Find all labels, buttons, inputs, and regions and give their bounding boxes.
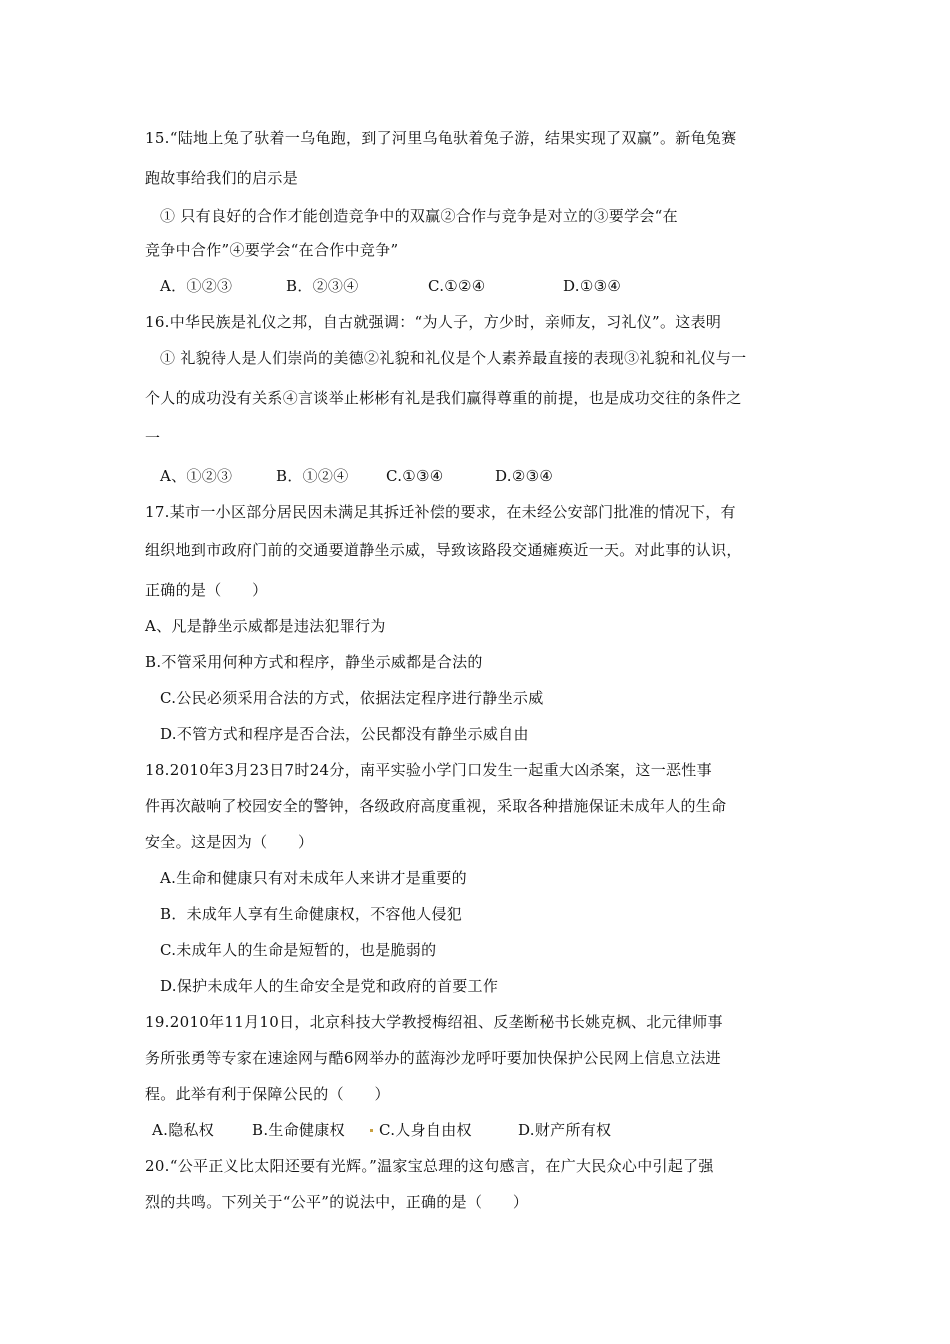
q19-option-c: C.人身自由权 <box>379 1121 472 1139</box>
q15-option-a: A．①②③ <box>160 277 233 295</box>
q15-option-c: C.①②④ <box>428 277 486 295</box>
q19-options <box>152 1120 611 1140</box>
q18-option-d: D.保护未成年人的生命安全是党和政府的首要工作 <box>160 977 499 995</box>
q15-stem-line2: 跑故事给我们的启示是 <box>145 169 299 187</box>
q15-option-d: D.①③④ <box>563 277 622 295</box>
q19-stem-line1: 19.2010年11月10日，北京科技大学教授梅绍祖、反垄断秘书长姚克枫、北元律师事 <box>145 1013 723 1031</box>
q19-option-b: B.生命健康权 <box>252 1121 345 1139</box>
q16-option-c: C.①③④ <box>386 467 444 485</box>
q16-options <box>160 466 553 486</box>
q18-option-c: C.未成年人的生命是短暂的，也是脆弱的 <box>160 941 437 959</box>
q16-statements-line3: 一 <box>145 429 161 447</box>
q18-stem-line1: 18.2010年3月23日7时24分，南平实验小学门口发生一起重大凶杀案，这一恶性事 <box>145 761 712 779</box>
q17-option-b: B.不管采用何种方式和程序，静坐示威都是合法的 <box>145 653 483 671</box>
q15-options <box>160 276 621 296</box>
q15-option-b: B．②③④ <box>286 277 359 295</box>
q17-stem-line2: 组织地到市政府门前的交通要道静坐示威，导致该路段交通瘫痪近一天。对此事的认识， <box>145 541 742 559</box>
stray-mark <box>370 1129 373 1132</box>
q16-option-a: A、①②③ <box>160 467 233 485</box>
q18-option-a: A.生命和健康只有对未成年人来讲才是重要的 <box>160 869 467 887</box>
q19-option-a: A.隐私权 <box>152 1121 215 1139</box>
q17-option-c: C.公民必须采用合法的方式，依据法定程序进行静坐示威 <box>160 689 544 707</box>
q19-option-d: D.财产所有权 <box>518 1121 612 1139</box>
q17-option-d: D.不管方式和程序是否合法，公民都没有静坐示威自由 <box>160 725 529 743</box>
q17-stem-line3: 正确的是（ ） <box>145 581 268 599</box>
q18-option-b: B．未成年人享有生命健康权，不容他人侵犯 <box>160 905 463 923</box>
q17-stem-line1: 17.某市一小区部分居民因未满足其拆迁补偿的要求，在未经公安部门批准的情况下，有 <box>145 503 736 521</box>
q16-stem-line1: 16.中华民族是礼仪之邦，自古就强调：“为人子，方少时，亲师友，习礼仪”。这表明 <box>145 313 722 331</box>
q15-stem-line1: 15.“陆地上兔了驮着一乌龟跑，到了河里乌龟驮着兔子游，结果实现了双赢”。新龟兔赛 <box>145 129 737 147</box>
q19-stem-line3: 程。此举有利于保障公民的（ ） <box>145 1085 390 1103</box>
q18-stem-line3: 安全。这是因为（ ） <box>145 833 314 851</box>
q20-stem-line1: 20.“公平正义比太阳还要有光辉。”温家宝总理的这句感言，在广大民众心中引起了强 <box>145 1157 714 1175</box>
q16-statements-line1: ① 礼貌待人是人们崇尚的美德②礼貌和礼仪是个人素养最直接的表现③礼貌和礼仪与一 <box>160 349 747 367</box>
q18-stem-line2: 件再次敲响了校园安全的警钟，各级政府高度重视，采取各种措施保证未成年人的生命 <box>145 797 727 815</box>
q17-option-a: A、凡是静坐示威都是违法犯罪行为 <box>145 617 386 635</box>
q20-stem-line2: 烈的共鸣。下列关于“公平”的说法中，正确的是（ ） <box>145 1193 529 1211</box>
q16-option-d: D.②③④ <box>495 467 554 485</box>
q19-stem-line2: 务所张勇等专家在速途网与酷6网举办的蓝海沙龙呼吁要加快保护公民网上信息立法进 <box>145 1049 721 1067</box>
q16-statements-line2: 个人的成功没有关系④言谈举止彬彬有礼是我们赢得尊重的前提，也是成功交往的条件之 <box>145 389 742 407</box>
q16-option-b: B．①②④ <box>276 467 349 485</box>
q15-statements-line2: 竞争中合作”④要学会“在合作中竞争” <box>145 241 399 259</box>
q15-statements-line1: ① 只有良好的合作才能创造竞争中的双赢②合作与竞争是对立的③要学会“在 <box>160 207 678 225</box>
